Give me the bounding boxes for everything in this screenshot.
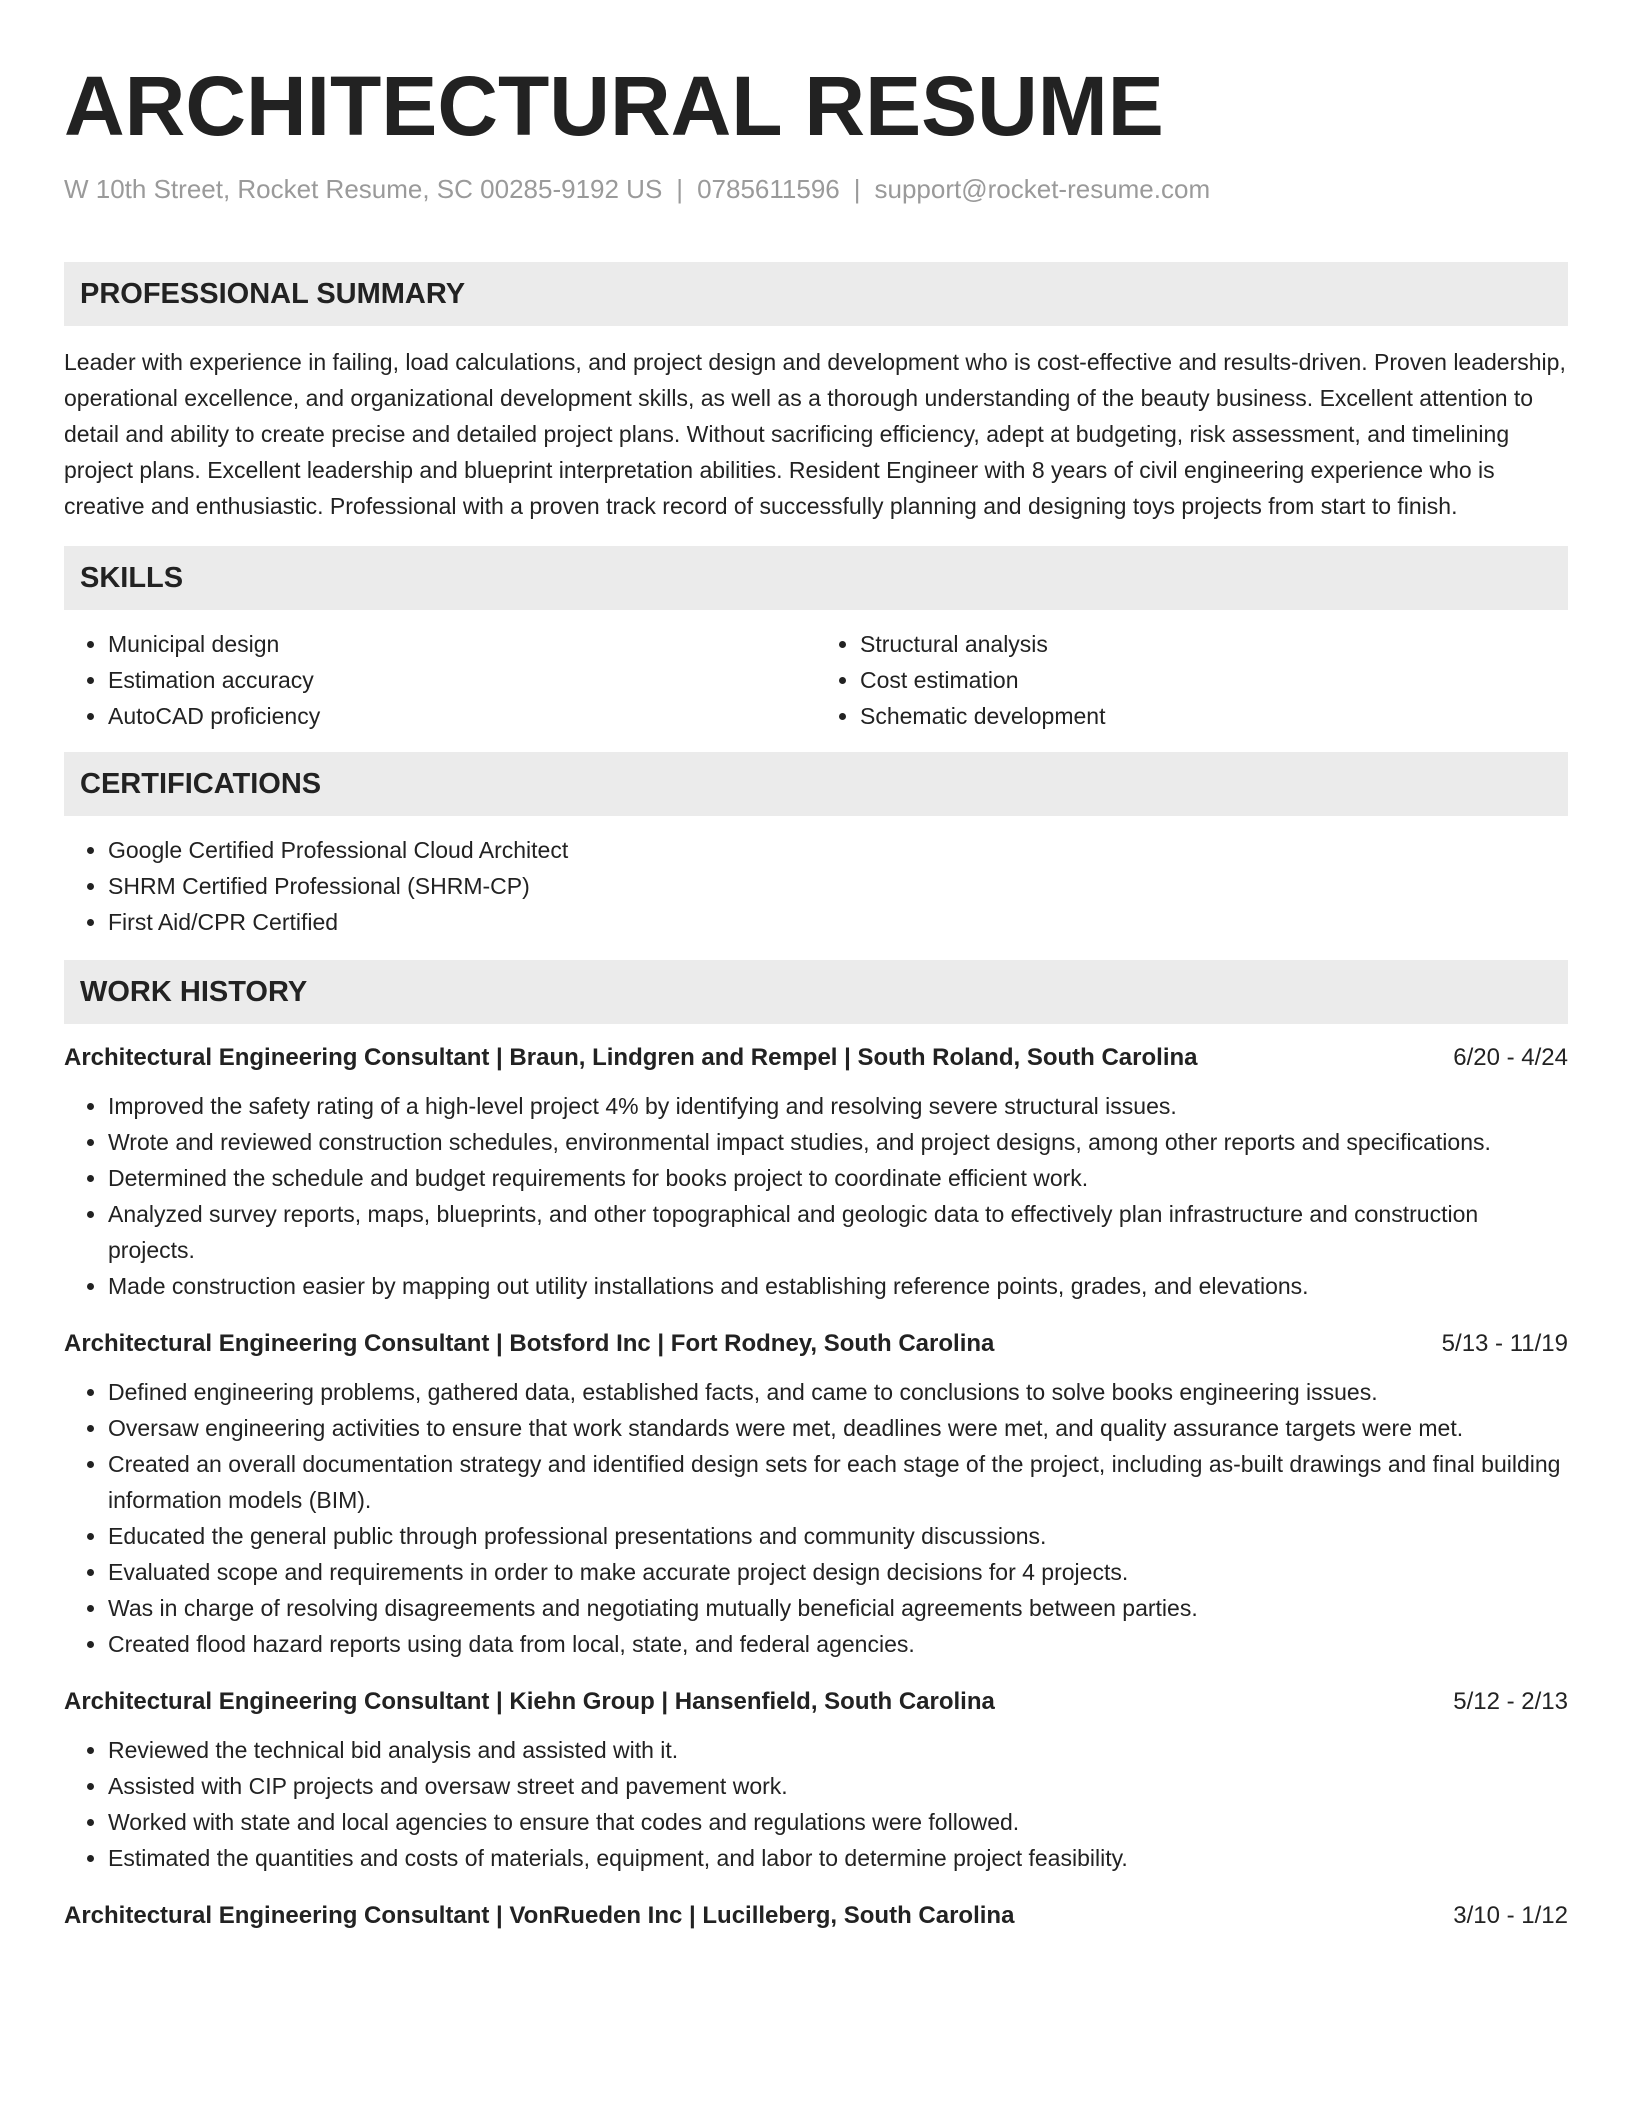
- section-heading-summary: PROFESSIONAL SUMMARY: [64, 262, 1568, 326]
- job-header: [64, 1900, 1568, 1932]
- resume-title: ARCHITECTURAL RESUME: [64, 59, 1164, 153]
- certification-item: • Google Certified Professional Cloud Architect: [108, 832, 1568, 868]
- job-dates: 3/10 - 1/12: [1453, 1902, 1568, 1929]
- skill-item: • AutoCAD proficiency: [108, 698, 816, 734]
- skill-item: • Structural analysis: [860, 626, 1568, 662]
- job-bullet: • Reviewed the technical bid analysis and assisted with it.: [108, 1732, 1568, 1768]
- contact-address: W 10th Street, Rocket Resume, SC 00285-9192 US: [64, 174, 663, 204]
- skill-item: • Cost estimation: [860, 662, 1568, 698]
- skills-list-right: [816, 626, 1568, 734]
- section-heading-certifications: CERTIFICATIONS: [64, 752, 1568, 816]
- work-history-list: [64, 1042, 1568, 1932]
- job-bullet: • Wrote and reviewed construction schedules, environmental impact studies, and project designs, among other reports and specifications.: [108, 1124, 1568, 1160]
- job-title: Architectural Engineering Consultant | Braun, Lindgren and Rempel | South Roland, South Carolina: [64, 1044, 1198, 1071]
- job-bullet: • Worked with state and local agencies to ensure that codes and regulations were followed.: [108, 1804, 1568, 1840]
- certifications-list: [64, 832, 1568, 940]
- job-bullet: • Made construction easier by mapping out utility installations and establishing reference points, grades, and elevations.: [108, 1268, 1568, 1304]
- skill-item: • Schematic development: [860, 698, 1568, 734]
- job-header: [64, 1686, 1568, 1718]
- resume-page: [64, 0, 1568, 1932]
- job-bullet: • Improved the safety rating of a high-level project 4% by identifying and resolving severe structural issues.: [108, 1088, 1568, 1124]
- job-bullet: • Analyzed survey reports, maps, blueprints, and other topographical and geologic data to effectively plan infrastructure and construction projects.: [108, 1196, 1568, 1268]
- job-bullet-list: [64, 1088, 1568, 1304]
- job-bullet: • Educated the general public through professional presentations and community discussions.: [108, 1518, 1568, 1554]
- skills-columns: [64, 626, 1568, 734]
- summary-text: Leader with experience in failing, load calculations, and project design and development who is cost-effective and results-driven. Proven leadership, operational excellence, and organizational development skills, as well as a thorough understanding of the beauty business. Excellent attention to detail and ability to create precise and detailed project plans. Without sacrificing efficiency, adept at budgeting, risk assessment, and timelining project plans. Excellent leadership and blueprint interpretation abilities. Resident Engineer with 8 years of civil engineering experience who is creative and enthusiastic. Professional with a proven track record of successfully planning and designing toys projects from start to finish.: [64, 349, 1566, 519]
- job-bullet: • Oversaw engineering activities to ensure that work standards were met, deadlines were met, and quality assurance targets were met.: [108, 1410, 1568, 1446]
- job-bullet-list: [64, 1732, 1568, 1876]
- certification-item: • SHRM Certified Professional (SHRM-CP): [108, 868, 1568, 904]
- job-bullet-list: [64, 1374, 1568, 1662]
- section-heading-work-history: WORK HISTORY: [64, 960, 1568, 1024]
- skill-item: • Municipal design: [108, 626, 816, 662]
- job-title: Architectural Engineering Consultant | Kiehn Group | Hansenfield, South Carolina: [64, 1688, 995, 1715]
- contact-phone: 0785611596: [697, 174, 840, 204]
- job-title: Architectural Engineering Consultant | VonRueden Inc | Lucilleberg, South Carolina: [64, 1902, 1015, 1929]
- certification-item: • First Aid/CPR Certified: [108, 904, 1568, 940]
- job-entry: [64, 1328, 1568, 1662]
- skills-list-left: [64, 626, 816, 734]
- job-dates: 5/12 - 2/13: [1453, 1688, 1568, 1715]
- job-entry: [64, 1686, 1568, 1876]
- job-header: [64, 1328, 1568, 1360]
- job-title: Architectural Engineering Consultant | Botsford Inc | Fort Rodney, South Carolina: [64, 1330, 995, 1357]
- job-header: [64, 1042, 1568, 1074]
- job-bullet: • Created an overall documentation strategy and identified design sets for each stage of the project, including as-built drawings and final building information models (BIM).: [108, 1446, 1568, 1518]
- job-bullet: • Evaluated scope and requirements in order to make accurate project design decisions for 4 projects.: [108, 1554, 1568, 1590]
- job-entry: [64, 1900, 1568, 1932]
- job-bullet: • Was in charge of resolving disagreements and negotiating mutually beneficial agreements between parties.: [108, 1590, 1568, 1626]
- job-bullet: • Assisted with CIP projects and oversaw street and pavement work.: [108, 1768, 1568, 1804]
- section-heading-skills: SKILLS: [64, 546, 1568, 610]
- job-bullet: • Estimated the quantities and costs of materials, equipment, and labor to determine project feasibility.: [108, 1840, 1568, 1876]
- job-dates: 6/20 - 4/24: [1453, 1044, 1568, 1071]
- contact-line: [64, 174, 1568, 204]
- contact-email: support@rocket-resume.com: [874, 174, 1211, 204]
- job-bullet: • Defined engineering problems, gathered data, established facts, and came to conclusions to solve books engineering issues.: [108, 1374, 1568, 1410]
- contact-separator: |: [676, 174, 684, 204]
- skill-item: • Estimation accuracy: [108, 662, 816, 698]
- job-bullet: • Determined the schedule and budget requirements for books project to coordinate efficient work.: [108, 1160, 1568, 1196]
- job-dates: 5/13 - 11/19: [1441, 1330, 1568, 1357]
- job-bullet: • Created flood hazard reports using data from local, state, and federal agencies.: [108, 1626, 1568, 1662]
- contact-separator: |: [853, 174, 861, 204]
- job-entry: [64, 1042, 1568, 1304]
